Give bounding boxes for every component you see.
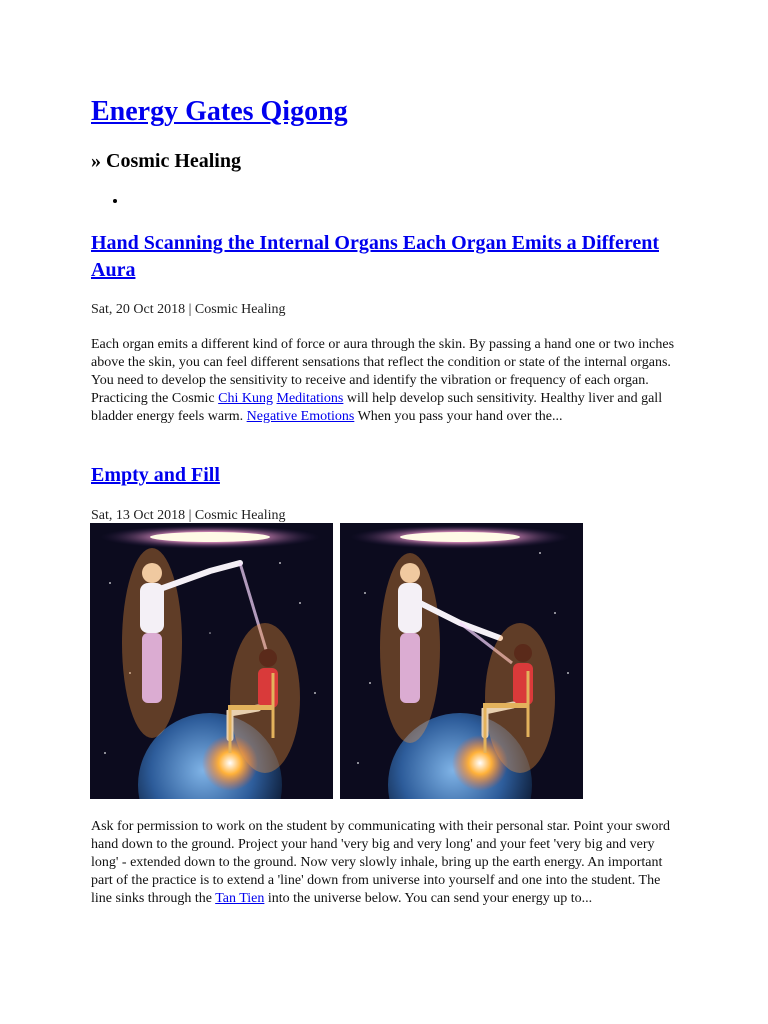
cosmic-healing-image-2	[340, 523, 583, 799]
negative-emotions-link[interactable]: Negative Emotions	[246, 409, 355, 424]
excerpt-text: into the universe below. You can send your energy up to...	[264, 891, 593, 906]
cosmic-healing-image-1	[90, 523, 333, 799]
category-list	[91, 186, 128, 216]
meditations-link[interactable]: Meditations	[276, 391, 344, 406]
post-meta-2: Sat, 13 Oct 2018 | Cosmic Healing	[91, 508, 286, 523]
post-excerpt-1	[91, 336, 681, 426]
excerpt-text: When you pass your hand over the...	[354, 409, 563, 424]
site-title-link[interactable]: Energy Gates Qigong	[91, 96, 348, 127]
excerpt-text: Ask for permission to work on the student by communicating with their personal star. Point your sword hand down to the ground. Project your hand 'very big and very long' and your feet 'very big and very long' - extended down to the ground. Now very slowly inhale, bring up the earth energy. An important part of the practice is to extend a 'line' down from universe into yourself and one into the student. The line sinks through the	[91, 819, 670, 906]
cosmic-healing-illustration-icon	[340, 523, 583, 799]
tan-tien-link[interactable]: Tan Tien	[215, 891, 265, 906]
cosmic-healing-illustration-icon	[90, 523, 333, 799]
site-title	[91, 93, 348, 131]
excerpt-text: Each organ emits a different kind of force or aura through the skin. By passing a hand one or two inches above the skin, you can feel different sensations that reflect the condition or state of the internal organs. You need to develop the sensitivity to receive and identify the vibration or frequency of each organ. Practicing the Cosmic	[91, 337, 675, 406]
post-meta-1: Sat, 20 Oct 2018 | Cosmic Healing	[91, 302, 286, 317]
section-title: » Cosmic Healing	[91, 150, 241, 172]
post-excerpt-2	[91, 818, 681, 908]
post-title-2	[91, 462, 671, 489]
post-title-link-1[interactable]: Hand Scanning the Internal Organs Each Organ Emits a Different Aura	[91, 232, 659, 281]
excerpt-text: will help develop such sensitivity. Healthy liver and gall bladder energy feels warm.	[91, 391, 663, 424]
post-title-link-2[interactable]: Empty and Fill	[91, 464, 220, 486]
post-title-1	[91, 230, 671, 284]
chi-kung-link[interactable]: Chi Kung	[218, 391, 273, 406]
